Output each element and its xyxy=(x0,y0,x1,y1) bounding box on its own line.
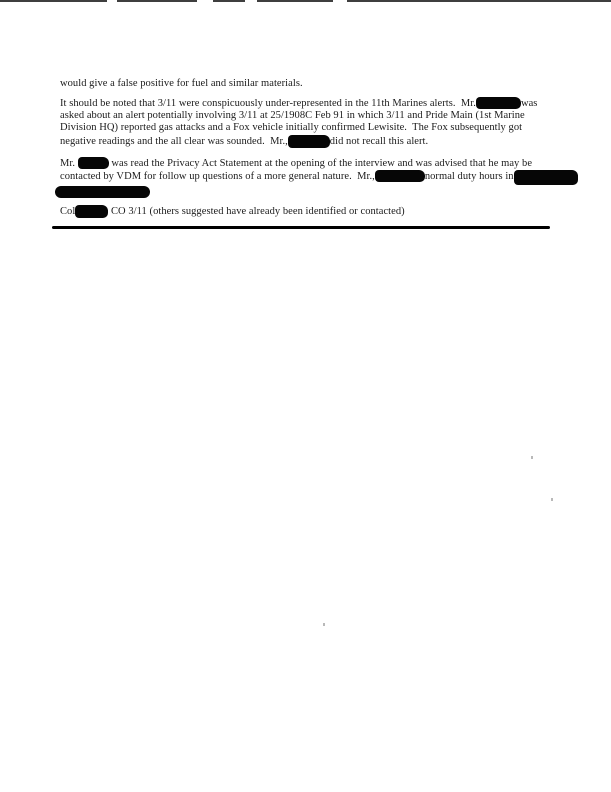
text-line xyxy=(60,97,537,110)
text-line xyxy=(60,135,428,148)
text-segment: would give a false positive for fuel and similar materials. xyxy=(60,78,303,89)
text-line xyxy=(60,78,303,90)
redaction-bar xyxy=(514,170,578,185)
redaction-bar xyxy=(78,157,109,169)
text-segment: CO 3/11 (others suggested have already been identified or contacted) xyxy=(108,206,405,217)
redaction-bar xyxy=(476,97,521,109)
redaction-bar xyxy=(375,170,425,182)
text-segment: Mr. xyxy=(60,158,78,169)
scan-edge-segment xyxy=(0,0,107,2)
text-segment: It should be noted that 3/11 were conspicuously under-represented in the 11th Marines alerts. Mr. xyxy=(60,98,476,109)
text-line xyxy=(60,122,522,134)
text-line xyxy=(60,157,532,170)
scan-speck xyxy=(551,498,553,501)
text-segment: did not recall this alert. xyxy=(329,136,429,147)
redaction-bar xyxy=(288,135,330,148)
text-line xyxy=(60,170,578,185)
text-segment: was read the Privacy Act Statement at the opening of the interview and was advised that he may be xyxy=(108,158,533,169)
scan-edge-segment xyxy=(213,0,245,2)
scan-edge-segment xyxy=(117,0,197,2)
text-segment: Division HQ) reported gas attacks and a Fox vehicle initially confirmed Lewisite. The Fox subsequently got xyxy=(60,122,523,133)
text-line xyxy=(60,110,525,122)
scan-speck xyxy=(323,623,325,626)
text-segment: was xyxy=(520,98,538,109)
section-divider-rule xyxy=(52,226,550,229)
scan-speck xyxy=(531,456,533,459)
text-segment: asked about an alert potentially involving 3/11 at 25/1908C Feb 91 in which 3/11 and Pride Main (1st Marine xyxy=(60,110,525,121)
scan-edge-segment xyxy=(257,0,333,2)
text-segment: negative readings and the all clear was sounded. Mr., xyxy=(60,136,288,147)
scan-edge-segment xyxy=(347,0,611,2)
text-segment: normal duty hours in xyxy=(424,171,514,182)
text-segment: contacted by VDM for follow up questions of a more general nature. Mr., xyxy=(60,171,375,182)
redaction-bar xyxy=(75,205,108,218)
text-line xyxy=(60,205,405,218)
text-segment: Col xyxy=(60,206,76,217)
redaction-bar xyxy=(55,186,150,198)
